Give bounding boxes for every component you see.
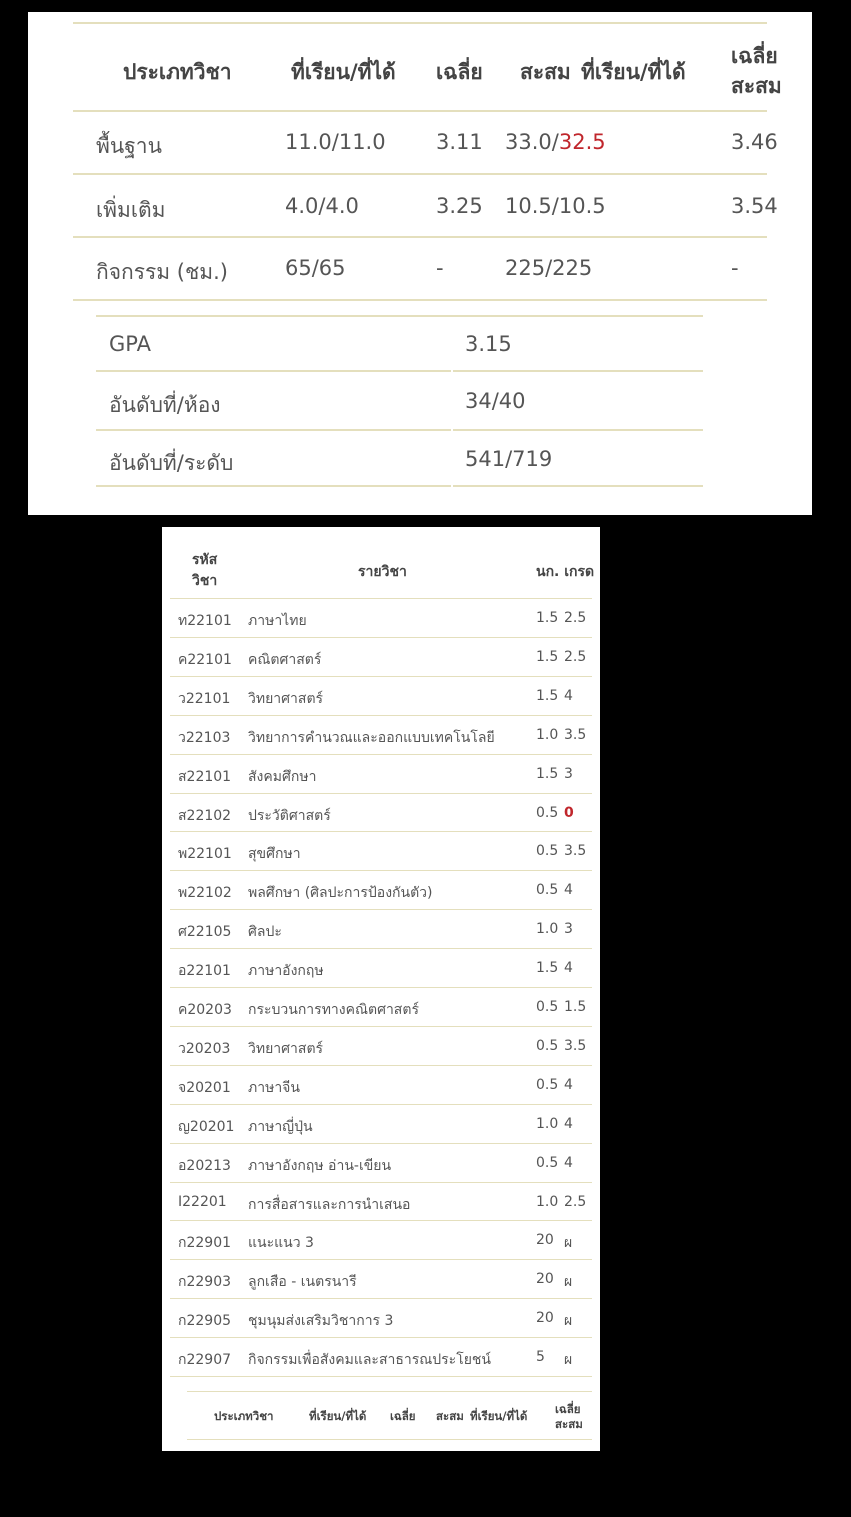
course-code: ค20203 xyxy=(178,1002,232,1018)
divider xyxy=(170,948,592,949)
mini-header-type: ประเภทวิชา xyxy=(214,1409,274,1423)
row-cum-avg: 3.46 xyxy=(731,130,778,154)
divider xyxy=(96,370,451,372)
row-term-credits: 65/65 xyxy=(285,256,346,280)
mini-header-cum-avg-2: สะสม xyxy=(555,1417,583,1431)
header-type: ประเภทวิชา xyxy=(123,60,232,84)
course-grade: 3 xyxy=(564,921,573,938)
course-grade: ผ xyxy=(564,1235,573,1252)
divider xyxy=(170,637,592,638)
row-cum-avg: 3.54 xyxy=(731,194,778,218)
header-credits-grade: นก. เกรด xyxy=(536,564,595,580)
header-avg: เฉลี่ย xyxy=(436,60,483,84)
course-name: ภาษาอังกฤษ อ่าน-เขียน xyxy=(248,1157,392,1174)
divider xyxy=(453,485,703,487)
divider xyxy=(187,1391,592,1392)
header-cum-credits: ที่เรียน/ที่ได้ xyxy=(581,60,686,84)
course-grade: 4 xyxy=(564,687,573,704)
divider xyxy=(170,676,592,677)
course-name: กิจกรรมเพื่อสังคมและสาธารณประโยชน์ xyxy=(248,1352,491,1369)
gpa-value: 3.15 xyxy=(465,332,512,356)
level-rank-value: 541/719 xyxy=(465,447,553,471)
row-avg: 3.25 xyxy=(436,194,483,218)
header-cum: สะสม xyxy=(520,60,571,84)
course-credits: 1.0 xyxy=(536,1115,559,1132)
row-term-credits: 4.0/4.0 xyxy=(285,194,359,218)
course-code: ก22903 xyxy=(178,1274,232,1291)
course-grade: 3.5 xyxy=(564,726,587,743)
course-grade: 4 xyxy=(564,882,573,899)
divider xyxy=(187,1439,592,1440)
course-code: ญ20201 xyxy=(178,1118,235,1135)
row-cum-credits: 10.5/10.5 xyxy=(505,194,606,218)
row-type: เพิ่มเติม xyxy=(96,198,166,222)
course-grade: 2.5 xyxy=(564,610,587,626)
row-cum-credits: 33.0/32.5 xyxy=(505,130,606,154)
course-credits: 20 xyxy=(536,1232,554,1249)
course-name: การสื่อสารและการนำเสนอ xyxy=(248,1196,411,1213)
divider xyxy=(73,110,767,112)
course-panel xyxy=(162,527,600,1451)
mini-header-cum-avg-1: เฉลี่ย xyxy=(555,1402,581,1416)
header-cum-avg-2: สะสม xyxy=(731,74,782,98)
divider xyxy=(170,1182,592,1183)
course-grade: 4 xyxy=(564,1115,573,1132)
row-term-credits: 11.0/11.0 xyxy=(285,130,386,154)
header-code-2: วิชา xyxy=(192,573,218,589)
course-credits: 0.5 xyxy=(536,843,559,860)
course-credits: 1.0 xyxy=(536,726,559,743)
divider xyxy=(73,236,767,238)
divider xyxy=(73,299,767,301)
divider xyxy=(170,754,592,755)
row-cum-credits: 225/225 xyxy=(505,256,593,280)
divider xyxy=(170,598,592,599)
divider xyxy=(170,1376,592,1377)
divider xyxy=(170,1104,592,1105)
course-code: ว22101 xyxy=(178,690,231,707)
divider xyxy=(73,173,767,175)
course-credits: 1.0 xyxy=(536,1193,559,1210)
course-name: ประวัติศาสตร์ xyxy=(248,807,331,824)
divider xyxy=(170,1220,592,1221)
divider xyxy=(170,1298,592,1299)
class-rank-value: 34/40 xyxy=(465,389,526,413)
course-code: I22201 xyxy=(178,1193,227,1210)
course-name: กระบวนการทางคณิตศาสตร์ xyxy=(248,1002,419,1018)
course-name: ภาษาไทย xyxy=(248,613,307,629)
course-grade: 1.5 xyxy=(564,999,587,1015)
divider xyxy=(170,1259,592,1260)
divider xyxy=(170,909,592,910)
course-code: ค22101 xyxy=(178,651,232,668)
course-name: พลศึกษา (ศิลปะการป้องกันตัว) xyxy=(248,885,433,902)
course-grade: ผ xyxy=(564,1274,573,1291)
row-cum-avg: - xyxy=(731,256,739,280)
course-code: ส22102 xyxy=(178,807,232,824)
divider xyxy=(170,715,592,716)
mini-header-term-credits: ที่เรียน/ที่ได้ xyxy=(309,1409,367,1423)
course-name: คณิตศาสตร์ xyxy=(248,651,322,668)
course-credits: 1.5 xyxy=(536,610,559,626)
course-grade: 4 xyxy=(564,1076,573,1093)
divider xyxy=(170,1143,592,1144)
course-name: สุขศึกษา xyxy=(248,846,301,863)
course-name: วิทยาการคำนวณและออกแบบเทคโนโลยี xyxy=(248,729,495,746)
course-grade: 2.5 xyxy=(564,648,587,665)
mini-header-cum: สะสม xyxy=(436,1409,464,1423)
course-credits: 1.5 xyxy=(536,648,559,665)
course-name: ภาษาญี่ปุ่น xyxy=(248,1118,313,1135)
course-grade: 0 xyxy=(564,804,574,821)
course-grade: 3 xyxy=(564,765,573,782)
course-grade: ผ xyxy=(564,1352,573,1369)
gpa-label: GPA xyxy=(109,332,151,356)
mini-header-avg: เฉลี่ย xyxy=(390,1409,416,1423)
course-credits: 1.5 xyxy=(536,687,559,704)
course-name: ชุมนุมส่งเสริมวิชาการ 3 xyxy=(248,1313,394,1330)
course-credits: 1.5 xyxy=(536,765,559,782)
course-credits: 1.0 xyxy=(536,921,559,938)
row-type: พื้นฐาน xyxy=(96,134,162,158)
course-code: ก22901 xyxy=(178,1235,232,1252)
mini-header-cum-credits: ที่เรียน/ที่ได้ xyxy=(470,1409,528,1423)
course-grade: ผ xyxy=(564,1313,573,1330)
divider xyxy=(453,370,703,372)
course-code: อ20213 xyxy=(178,1157,231,1174)
divider xyxy=(96,485,451,487)
course-name: วิทยาศาสตร์ xyxy=(248,690,324,707)
course-code: ศ22105 xyxy=(178,924,232,941)
row-avg: - xyxy=(436,256,444,280)
course-credits: 0.5 xyxy=(536,1154,559,1171)
course-name: ภาษาอังกฤษ xyxy=(248,963,324,980)
course-credits: 0.5 xyxy=(536,882,559,899)
course-code: จ20201 xyxy=(178,1079,231,1096)
course-credits: 0.5 xyxy=(536,1037,559,1054)
course-grade: 3.5 xyxy=(564,843,587,860)
course-grade: 4 xyxy=(564,960,573,977)
header-cum-avg-1: เฉลี่ย xyxy=(731,44,778,68)
course-code: ก22905 xyxy=(178,1313,232,1330)
course-grade: 2.5 xyxy=(564,1193,587,1210)
header-course-name: รายวิชา xyxy=(358,564,407,580)
course-code: ว20203 xyxy=(178,1040,231,1057)
course-credits: 20 xyxy=(536,1271,554,1288)
class-rank-label: อันดับที่/ห้อง xyxy=(109,393,221,417)
header-code-1: รหัส xyxy=(192,552,218,568)
course-grade: 3.5 xyxy=(564,1037,587,1054)
course-name: ลูกเสือ - เนตรนารี xyxy=(248,1274,357,1291)
summary-panel xyxy=(28,12,812,515)
course-credits: 1.5 xyxy=(536,960,559,977)
course-credits: 0.5 xyxy=(536,1076,559,1093)
course-code: ส22101 xyxy=(178,768,232,785)
course-name: วิทยาศาสตร์ xyxy=(248,1040,324,1057)
header-term-credits: ที่เรียน/ที่ได้ xyxy=(291,60,396,84)
course-code: ท22101 xyxy=(178,613,232,629)
divider xyxy=(170,1065,592,1066)
course-code: ก22907 xyxy=(178,1352,232,1369)
divider xyxy=(170,870,592,871)
course-credits: 5 xyxy=(536,1349,545,1366)
level-rank-label: อันดับที่/ระดับ xyxy=(109,451,234,475)
divider xyxy=(170,1337,592,1338)
divider xyxy=(170,793,592,794)
divider xyxy=(96,315,703,317)
course-code: พ22101 xyxy=(178,846,232,863)
row-avg: 3.11 xyxy=(436,130,483,154)
row-type: กิจกรรม (ชม.) xyxy=(96,260,228,284)
course-credits: 0.5 xyxy=(536,804,559,821)
course-grade: 4 xyxy=(564,1154,573,1171)
divider xyxy=(170,987,592,988)
divider xyxy=(170,831,592,832)
divider xyxy=(170,1026,592,1027)
divider xyxy=(73,22,767,24)
row-cum-earned: 32.5 xyxy=(558,130,606,154)
divider xyxy=(96,429,451,431)
course-code: พ22102 xyxy=(178,885,232,902)
course-name: ศิลปะ xyxy=(248,924,282,941)
course-code: ว22103 xyxy=(178,729,231,746)
course-credits: 20 xyxy=(536,1310,554,1327)
course-code: อ22101 xyxy=(178,963,231,980)
course-name: แนะแนว 3 xyxy=(248,1235,314,1252)
course-name: ภาษาจีน xyxy=(248,1079,300,1096)
divider xyxy=(453,429,703,431)
course-credits: 0.5 xyxy=(536,999,559,1015)
course-name: สังคมศึกษา xyxy=(248,768,317,785)
